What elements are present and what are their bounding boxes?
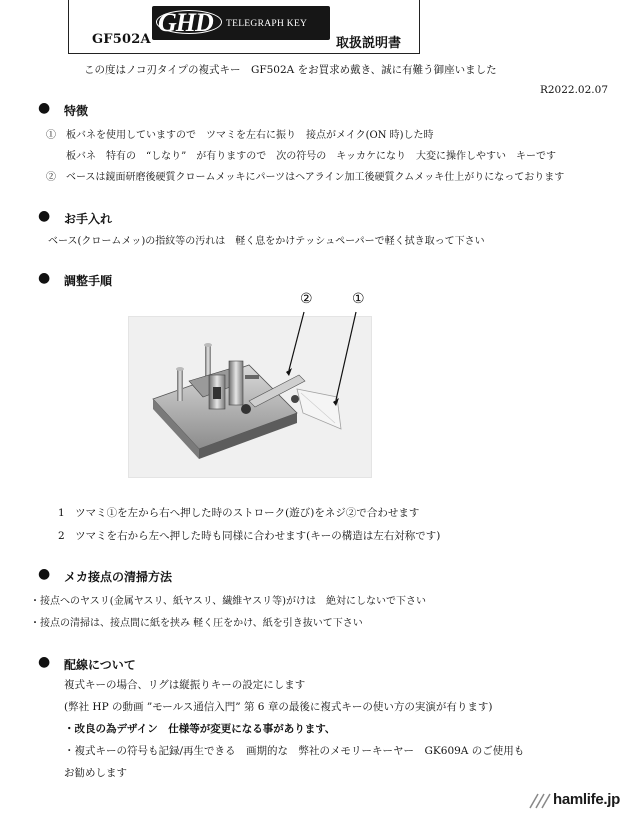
model-number: GF502A [92,32,151,47]
intro-text: この度はノコ刃タイプの複式キー GF502A をお買求め戴き、誠に有難う御座いました [84,64,497,76]
cleaning-heading: メカ接点の清掃方法 [64,570,173,584]
callout-2-label: ② [300,291,313,307]
hamlife-watermark [528,787,624,813]
wiring-heading: 配線について [64,658,136,672]
wiring-line-3: ・改良の為デザイン 仕様等が変更になる事があります、 [64,723,336,735]
features-item-1-cont: 板バネ 特有の “しなり” が有りますので 次の符号の キッカケになり 大変に操作しやすい キーです [66,151,557,162]
manual-title: 取扱説明書 [336,36,402,51]
care-heading: お手入れ [64,212,113,226]
bullet-icon: ● [38,270,51,286]
revision-date: R2022.02.07 [539,84,608,96]
cleaning-line-1: ・接点へのヤスリ(金属ヤスリ、紙ヤスリ、繊維ヤスリ等)がけは 絶対にしないで下さい [30,596,427,607]
watermark-text: hamlife.jp [552,791,620,808]
adjust-step-1: 1 ツマミ①を左から右へ押した時のストローク(遊び)をネジ②で合わせます [58,507,420,519]
adjust-heading: 調整手順 [64,274,113,288]
features-heading: 特徴 [64,104,89,118]
cleaning-line-2: ・接点の清掃は、接点間に紙を挟み 軽く圧をかけ、紙を引き抜いて下さい [30,618,363,629]
logo-text: GHD [158,8,213,37]
bullet-icon: ● [38,654,51,670]
wiring-line-1: 複式キーの場合、リグは縦振りキーの設定にします [64,679,306,691]
adjust-step-2: 2 ツマミを右から左へ押した時も同様に合わせます(キーの構造は左右対称です) [58,530,441,542]
wiring-line-2: (弊社 HP の動画 ”モールス通信入門” 第 6 章の最後に複式キーの使い方の実演が有ります) [64,701,493,713]
watermark-stripes-icon [528,793,554,809]
wiring-line-4: ・複式キーの符号も記録/再生できる 画期的な 弊社のメモリーキーヤー GK609A のご使用も [64,745,525,757]
bullet-icon: ● [38,100,51,116]
wiring-line-5: お勧めします [64,767,127,779]
callout-1-label: ① [352,291,365,307]
features-item-2: ② ベースは鏡面研磨後硬質クロームメッキにパーツはヘアライン加工後硬質クムメッキ仕上がりになっております [46,172,565,183]
bullet-icon: ● [38,208,51,224]
logo-subtitle: TELEGRAPH KEY [226,19,308,29]
bullet-icon: ● [38,566,51,582]
care-text: ベース(クロームメッ)の指紋等の汚れは 軽く息をかけテッシュペーパーで軽く拭き取って下さい [48,236,485,247]
features-item-1: ① 板バネを使用していますので ツマミを左右に振り 接点がメイク(ON 時)した時 [46,130,434,141]
